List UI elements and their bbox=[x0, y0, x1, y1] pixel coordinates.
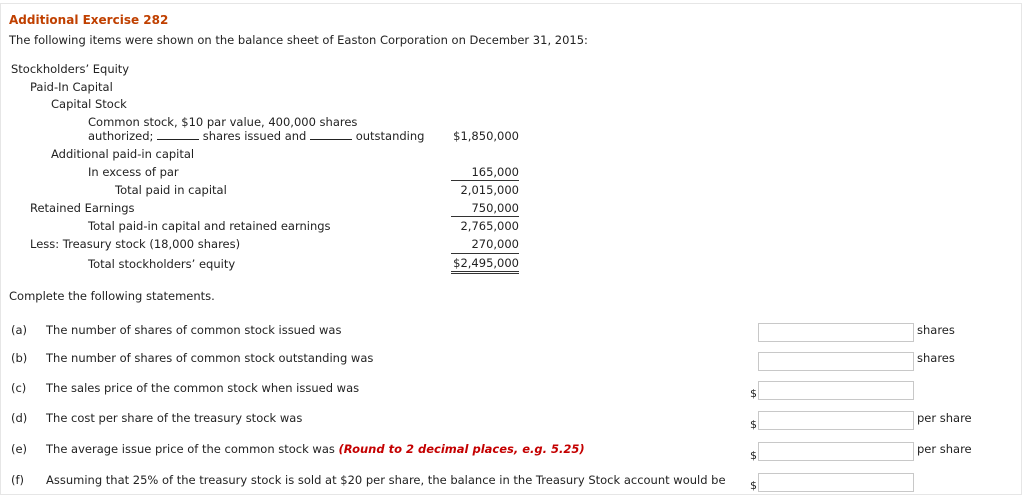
answer-suffix: shares bbox=[917, 351, 955, 365]
total-se-label: Total stockholders’ equity bbox=[88, 257, 236, 271]
treasury-stock-label: Less: Treasury stock (18,000 shares) bbox=[30, 237, 241, 251]
blank-shares-outstanding bbox=[310, 130, 352, 140]
total-paid-in-label: Total paid in capital bbox=[115, 183, 227, 197]
common-stock-line1: Common stock, $10 par value, 400,000 shares bbox=[88, 115, 358, 129]
answer-suffix: shares bbox=[917, 323, 955, 337]
dollar-sign: $ bbox=[750, 387, 757, 400]
question-letter: (a) bbox=[11, 323, 28, 337]
common-stock-line2 bbox=[88, 129, 424, 143]
question-letter: (d) bbox=[11, 411, 28, 425]
question-letter: (e) bbox=[11, 442, 28, 456]
answer-avg-issue-price-input[interactable] bbox=[758, 442, 914, 461]
additional-paid-in-label: Additional paid-in capital bbox=[51, 147, 195, 161]
shares-issued-label: shares issued and bbox=[202, 129, 307, 143]
question-letter: (f) bbox=[11, 473, 25, 487]
question-text: The number of shares of common stock outstanding was bbox=[46, 351, 374, 365]
question-text-wrap bbox=[46, 442, 585, 456]
total-se-value: $2,495,000 bbox=[451, 253, 519, 274]
blank-shares-issued bbox=[157, 130, 199, 140]
answer-suffix: per share bbox=[917, 442, 972, 456]
outstanding-label: outstanding bbox=[355, 129, 425, 143]
common-stock-value: $1,850,000 bbox=[453, 129, 519, 143]
answer-shares-issued-input[interactable] bbox=[758, 323, 914, 342]
total-pic-re-value: 2,765,000 bbox=[451, 216, 519, 233]
answer-sales-price-input[interactable] bbox=[758, 381, 914, 400]
dollar-sign: $ bbox=[750, 479, 757, 492]
answer-suffix: per share bbox=[917, 411, 972, 425]
question-text: The sales price of the common stock when issued was bbox=[46, 381, 360, 395]
question-letter: (c) bbox=[11, 381, 27, 395]
total-pic-re-label: Total paid-in capital and retained earnings bbox=[88, 219, 331, 233]
answer-shares-outstanding-input[interactable] bbox=[758, 352, 914, 371]
question-text: The average issue price of the common stock was bbox=[46, 442, 335, 456]
question-text: The number of shares of common stock issued was bbox=[46, 323, 342, 337]
authorized-label: authorized; bbox=[88, 129, 154, 143]
retained-earnings-label: Retained Earnings bbox=[30, 201, 135, 215]
exercise-title: Additional Exercise 282 bbox=[9, 13, 169, 27]
capital-stock-label: Capital Stock bbox=[51, 97, 127, 111]
total-paid-in-value: 2,015,000 bbox=[451, 180, 519, 197]
exercise-intro: The following items were shown on the balance sheet of Easton Corporation on December 31, 2015: bbox=[9, 33, 588, 47]
answer-treasury-cost-input[interactable] bbox=[758, 411, 914, 430]
answer-treasury-balance-input[interactable] bbox=[758, 473, 914, 492]
stockholders-equity-heading: Stockholders’ Equity bbox=[11, 62, 130, 76]
rounding-note: (Round to 2 decimal places, e.g. 5.25) bbox=[338, 442, 585, 456]
in-excess-of-par-label: In excess of par bbox=[88, 165, 179, 179]
question-text: The cost per share of the treasury stock was bbox=[46, 411, 303, 425]
treasury-stock-value: 270,000 bbox=[471, 237, 519, 251]
retained-earnings-value: 750,000 bbox=[471, 201, 519, 215]
question-text: Assuming that 25% of the treasury stock is sold at $20 per share, the balance in the Treasury Stock account would be bbox=[46, 473, 726, 487]
dollar-sign: $ bbox=[750, 449, 757, 462]
question-letter: (b) bbox=[11, 351, 28, 365]
instructions: Complete the following statements. bbox=[9, 289, 215, 303]
paid-in-capital-label: Paid-In Capital bbox=[30, 80, 113, 94]
in-excess-value: 165,000 bbox=[471, 165, 519, 179]
dollar-sign: $ bbox=[750, 418, 757, 431]
